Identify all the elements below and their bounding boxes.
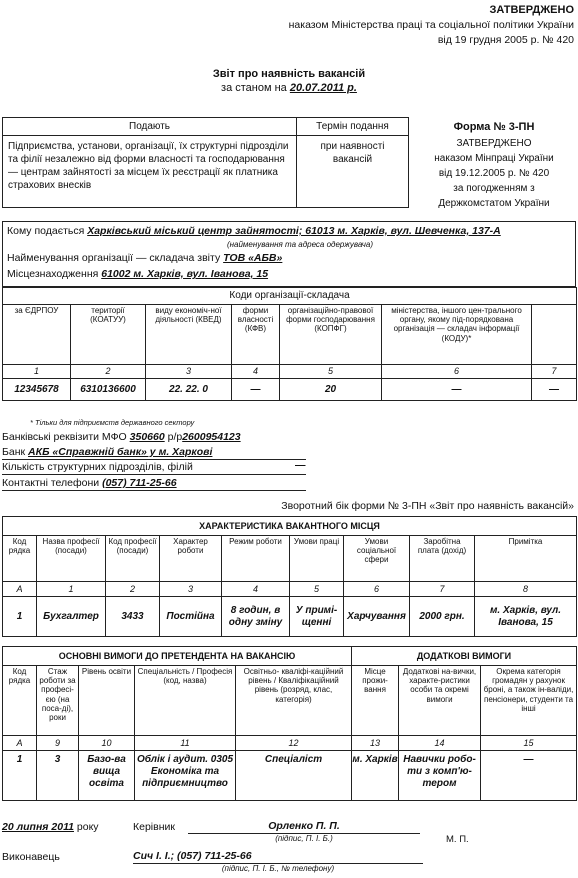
requirements-header: Стаж роботи за професі-єю (на поса-ді), роки — [37, 666, 79, 736]
requirements-header: Освітньо- кваліфі-каційний рівень / Кваліфікаційний рівень (розряд, клас, категорія) — [236, 666, 352, 736]
vacancy-table — [2, 516, 577, 637]
codes-header: за ЄДРПОУ — [3, 305, 71, 365]
codes-header: організаційно-правової форми господарювання (КОПФГ) — [280, 305, 382, 365]
codes-footnote: * Тільки для підприємств державного сектору — [30, 418, 195, 427]
submit-col2-text: при наявності вакансій — [297, 136, 409, 208]
bank-label: Банк — [2, 446, 26, 458]
vacancy-header: Заробітна плата (дохід) — [410, 536, 475, 582]
vacancy-value: 2000 грн. — [410, 597, 475, 637]
vacancy-index: А — [3, 582, 37, 597]
approval-order-line: наказом Міністерства праці та соціальної політики України — [288, 19, 574, 31]
executor-label: Виконавець — [2, 851, 60, 863]
codes-value: — — [232, 379, 280, 401]
requirements-index: 12 — [236, 736, 352, 751]
vacancy-header: Код професії (посади) — [106, 536, 160, 582]
vacancy-section-title: ХАРАКТЕРИСТИКА ВАКАНТНОГО МІСЦЯ — [3, 517, 577, 536]
vacancy-header: Умови соціальної сфери — [344, 536, 410, 582]
codes-table — [2, 287, 577, 401]
vacancy-value: Постійна — [160, 597, 222, 637]
requirements-header: Код рядка — [3, 666, 37, 736]
approval-date-line: від 19 грудня 2005 р. № 420 — [437, 34, 574, 46]
requirements-value: Навички робо-ти з комп'ю-тером — [399, 751, 481, 801]
form-agreement: за погодженням з — [453, 182, 535, 194]
vacancy-header: Примітка — [475, 536, 577, 582]
submit-col1-text: Підприємства, установи, організації, їх структурні підрозділи та філії незалежно від форми власності та господарювання — центрам зайнятості за місцем їх реєстрації як платника страхових внесків — [3, 136, 297, 208]
vacancy-value: 3433 — [106, 597, 160, 637]
requirements-main-title: ОСНОВНІ ВИМОГИ ДО ПРЕТЕНДЕНТА НА ВАКАНСІЮ — [3, 647, 352, 666]
bank-name-rule — [2, 459, 306, 460]
requirements-table — [2, 646, 577, 801]
units-value: — — [295, 459, 306, 471]
requirements-value: 1 — [3, 751, 37, 801]
phones-label: Контактні телефони — [2, 477, 100, 489]
vacancy-index: 8 — [475, 582, 577, 597]
requirements-value: м. Харків — [352, 751, 399, 801]
codes-header: території (КОАТУУ) — [71, 305, 146, 365]
requirements-header: Додаткові на-вички, характе-ристики особи та окремі вимоги — [399, 666, 481, 736]
codes-index: 6 — [382, 365, 532, 379]
vacancy-header: Назва професії (посади) — [37, 536, 106, 582]
requirements-index: А — [3, 736, 37, 751]
units-label: Кількість структурних підрозділів, філій — [2, 461, 193, 473]
report-date — [0, 82, 578, 95]
requirements-index: 10 — [79, 736, 135, 751]
codes-value: 6310136600 — [71, 379, 146, 401]
submit-col1-header: Подають — [3, 118, 297, 136]
requirements-header: Спеціальність / Професія (код, назва) — [135, 666, 236, 736]
codes-header — [532, 305, 577, 365]
approval-title: ЗАТВЕРДЖЕНО — [489, 4, 574, 16]
requirements-index: 13 — [352, 736, 399, 751]
location-line — [7, 268, 268, 281]
vacancy-index: 5 — [290, 582, 344, 597]
vacancy-value: Бухгалтер — [37, 597, 106, 637]
requirements-value: Облік і аудит. 0305 Економіка та підприємництво — [135, 751, 236, 801]
bank-account: 2600954123 — [182, 431, 241, 443]
org-value: ТОВ «АБВ» — [223, 252, 283, 264]
submit-col2-header: Термін подання — [297, 118, 409, 136]
requirements-value: 3 — [37, 751, 79, 801]
requirements-header: Окрема категорія громадян у рахунок броні, а також ін-валіди, пенсіонери, студенти та інші — [481, 666, 577, 736]
codes-header: міністерства, іншого цен-трального органу, якому під-порядкована організація — складач інформації (КОДУ)* — [382, 305, 532, 365]
codes-index: 7 — [532, 365, 577, 379]
vacancy-index: 4 — [222, 582, 290, 597]
form-approved: ЗАТВЕРДЖЕНО — [456, 137, 532, 149]
phones-value: (057) 711-25-66 — [102, 477, 177, 489]
phones-line — [2, 477, 177, 490]
codes-index: 2 — [71, 365, 146, 379]
recipient-label: Кому подається — [7, 225, 85, 237]
units-rule — [2, 474, 306, 475]
recipient-line — [7, 225, 501, 238]
submit-table — [2, 117, 409, 208]
vacancy-value: У примі-щенні — [290, 597, 344, 637]
head-value: Орленко П. П. — [268, 820, 340, 832]
codes-value: 20 — [280, 379, 382, 401]
requirements-value: Спеціаліст — [236, 751, 352, 801]
requirements-extra-title: ДОДАТКОВІ ВИМОГИ — [352, 647, 577, 666]
vacancy-index: 1 — [37, 582, 106, 597]
location-label: Місцезнаходження — [7, 268, 99, 280]
requirements-value: — — [481, 751, 577, 801]
bank-value: АКБ «Справжній банк» у м. Харкові — [28, 446, 213, 458]
form-agreement-org: Держкомстатом України — [438, 197, 550, 209]
vacancy-value: 8 годин, в одну зміну — [222, 597, 290, 637]
form-order: наказом Мінпраці України — [434, 152, 554, 164]
executor-value: Сич І. І.; (057) 711-25-66 — [133, 850, 252, 862]
codes-value: 12345678 — [3, 379, 71, 401]
executor-caption: (підпис, П. І. Б., № телефону) — [221, 864, 335, 873]
bank-req-line — [2, 431, 241, 444]
vacancy-header: Код рядка — [3, 536, 37, 582]
codes-header: виду економіч-ної діяльності (КВЕД) — [146, 305, 232, 365]
codes-index: 1 — [3, 365, 71, 379]
form-number: Форма № 3-ПН — [453, 121, 535, 133]
org-line — [7, 252, 282, 265]
vacancy-index: 6 — [344, 582, 410, 597]
codes-index: 4 — [232, 365, 280, 379]
vacancy-header: Режим роботи — [222, 536, 290, 582]
codes-value: 22. 22. 0 — [146, 379, 232, 401]
requirements-value: Базо-ва вища освіта — [79, 751, 135, 801]
signature-date-value: 20 липня 2011 — [2, 821, 74, 833]
codes-value: — — [532, 379, 577, 401]
vacancy-index: 2 — [106, 582, 160, 597]
requirements-index: 15 — [481, 736, 577, 751]
reverse-note: Зворотний бік форми № 3-ПН «Звіт про наявність вакансій» — [281, 500, 574, 512]
bank-req-label: Банківські реквізити МФО — [2, 431, 127, 443]
bank-account-label: р/р — [167, 431, 183, 443]
location-value: 61002 м. Харків, вул. Іванова, 15 — [101, 268, 269, 280]
stamp-label: М. П. — [446, 834, 469, 845]
report-title: Звіт про наявність вакансій — [212, 68, 366, 80]
requirements-header: Місце прожи-вання — [352, 666, 399, 736]
requirements-index: 9 — [37, 736, 79, 751]
codes-header: форми власності (КФВ) — [232, 305, 280, 365]
vacancy-index: 7 — [410, 582, 475, 597]
phones-rule — [2, 490, 306, 491]
head-caption: (підпис, П. І. Б.) — [275, 834, 333, 843]
requirements-index: 11 — [135, 736, 236, 751]
codes-index: 5 — [280, 365, 382, 379]
report-date-value: 20.07.2011 р. — [289, 82, 357, 94]
org-label: Найменування організації — складача звіту — [7, 252, 221, 264]
codes-index: 3 — [146, 365, 232, 379]
recipient-caption: (найменування та адреса одержувача) — [226, 240, 374, 249]
requirements-index: 14 — [399, 736, 481, 751]
report-date-prefix: за станом на — [221, 82, 287, 94]
vacancy-value: 1 — [3, 597, 37, 637]
units-line — [2, 461, 193, 474]
vacancy-value: м. Харків, вул. Іванова, 15 — [475, 597, 577, 637]
vacancy-header: Характер роботи — [160, 536, 222, 582]
form-order-date: від 19.12.2005 р. № 420 — [438, 167, 550, 179]
requirements-header: Рівень освіти — [79, 666, 135, 736]
form-info — [410, 119, 578, 211]
vacancy-index: 3 — [160, 582, 222, 597]
vacancy-header: Умови праці — [290, 536, 344, 582]
codes-value: — — [382, 379, 532, 401]
head-label: Керівник — [133, 821, 175, 833]
bank-name-line — [2, 446, 212, 459]
codes-title: Коди організації-складача — [3, 288, 577, 305]
signature-date-suffix: року — [76, 821, 99, 833]
signature-date — [2, 821, 99, 834]
vacancy-value: Харчування — [344, 597, 410, 637]
bank-mfo: 350660 — [129, 431, 165, 443]
recipient-value: Харківський міський центр зайнятості; 61013 м. Харків, вул. Шевченка, 137-А — [87, 225, 501, 237]
